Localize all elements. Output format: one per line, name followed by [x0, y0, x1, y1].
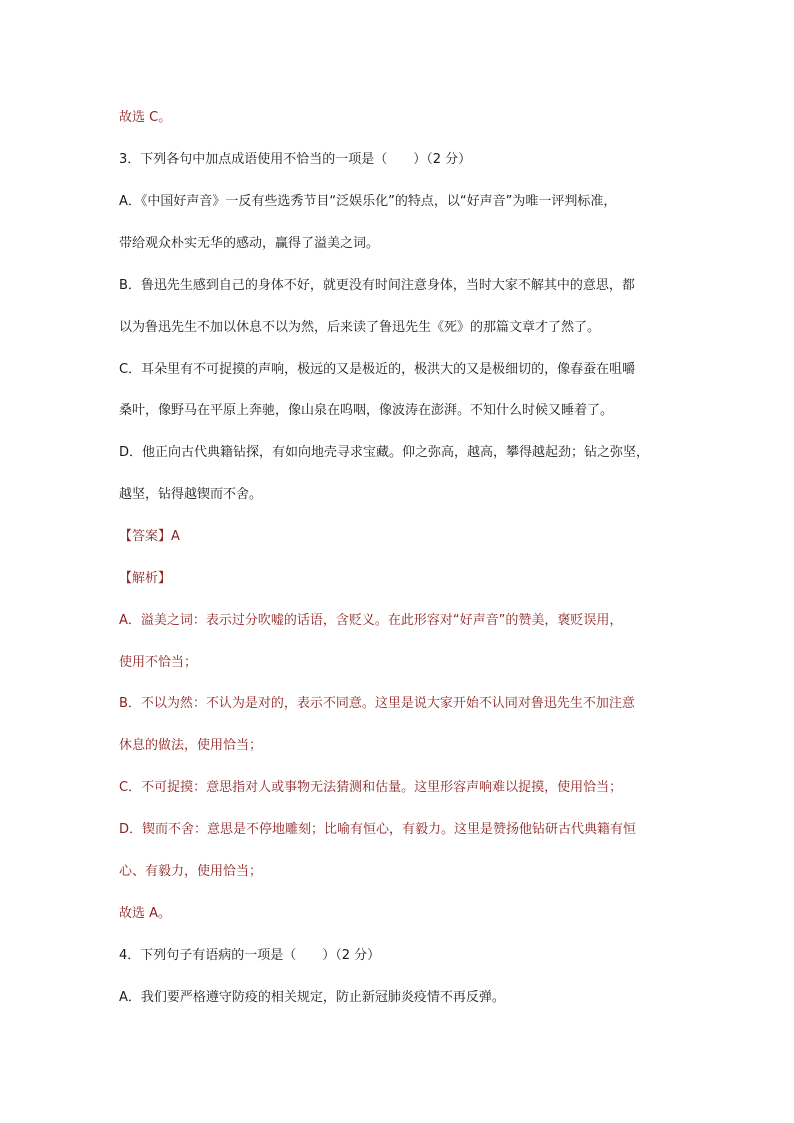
text-line-conclusion-c: 故选 C。: [119, 110, 172, 125]
analysis-d-line-1: D．锲而不舍：意思是不停地雕刻；比喻有恒心，有毅力。这里是赞扬他钻研古代典籍有恒: [119, 822, 637, 837]
answer-label: 【答案】A: [119, 529, 180, 544]
analysis-a-line-1: A．溢美之词：表示过分吹嘘的话语，含贬义。在此形容对“好声音”的赞美，褒贬误用，: [119, 613, 623, 628]
analysis-b-line-2: 休息的做法，使用恰当；: [119, 738, 263, 753]
question-3-stem: 3．下列各句中加点成语使用不恰当的一项是（ ）（2 分）: [119, 152, 472, 167]
analysis-a-line-2: 使用不恰当；: [119, 655, 198, 670]
option-c-line-2: 桑叶，像野马在平原上奔驰，像山泉在呜咽，像波涛在澎湃。不知什么时候又睡着了。: [119, 403, 614, 418]
analysis-d-line-2: 心、有毅力，使用恰当；: [119, 864, 263, 879]
option-a-line-2: 带给观众朴实无华的感动，赢得了溢美之词。: [119, 236, 380, 251]
option-b-line-1: B．鲁迅先生感到自己的身体不好，就更没有时间注意身体，当时大家不解其中的意思，都: [119, 278, 635, 293]
analysis-b-line-1: B．不以为然：不认为是对的，表示不同意。这里是说大家开始不认同对鲁迅先生不加注意: [119, 696, 635, 711]
text-line-conclusion-a: 故选 A。: [119, 906, 172, 921]
option-a-line-1: A．《中国好声音》一反有些选秀节目“泛娱乐化”的特点，以“好声音”为唯一评判标准，: [119, 194, 617, 209]
question-4-option-a: A．我们要严格遵守防疫的相关规定，防止新冠肺炎疫情不再反弹。: [119, 990, 505, 1005]
question-4-stem: 4．下列句子有语病的一项是（ ）（2 分）: [119, 948, 381, 963]
option-c-line-1: C．耳朵里有不可捉摸的声响，极远的又是极近的，极洪大的又是极细切的，像春蚕在咀嚼: [119, 362, 636, 377]
option-d-line-1: D．他正向古代典籍钻探，有如向地壳寻求宝藏。仰之弥高，越高，攀得越起劲；钻之弥坚，: [119, 445, 650, 460]
option-b-line-2: 以为鲁迅先生不加以休息不以为然，后来读了鲁迅先生《死》的那篇文章才了然了。: [119, 320, 601, 335]
option-d-line-2: 越坚，钻得越锲而不舍。: [119, 487, 263, 502]
analysis-c-line-1: C．不可捉摸：意思指对人或事物无法猜测和估量。这里形容声响难以捉摸，使用恰当；: [119, 780, 623, 795]
analysis-label: 【解析】: [119, 571, 172, 586]
